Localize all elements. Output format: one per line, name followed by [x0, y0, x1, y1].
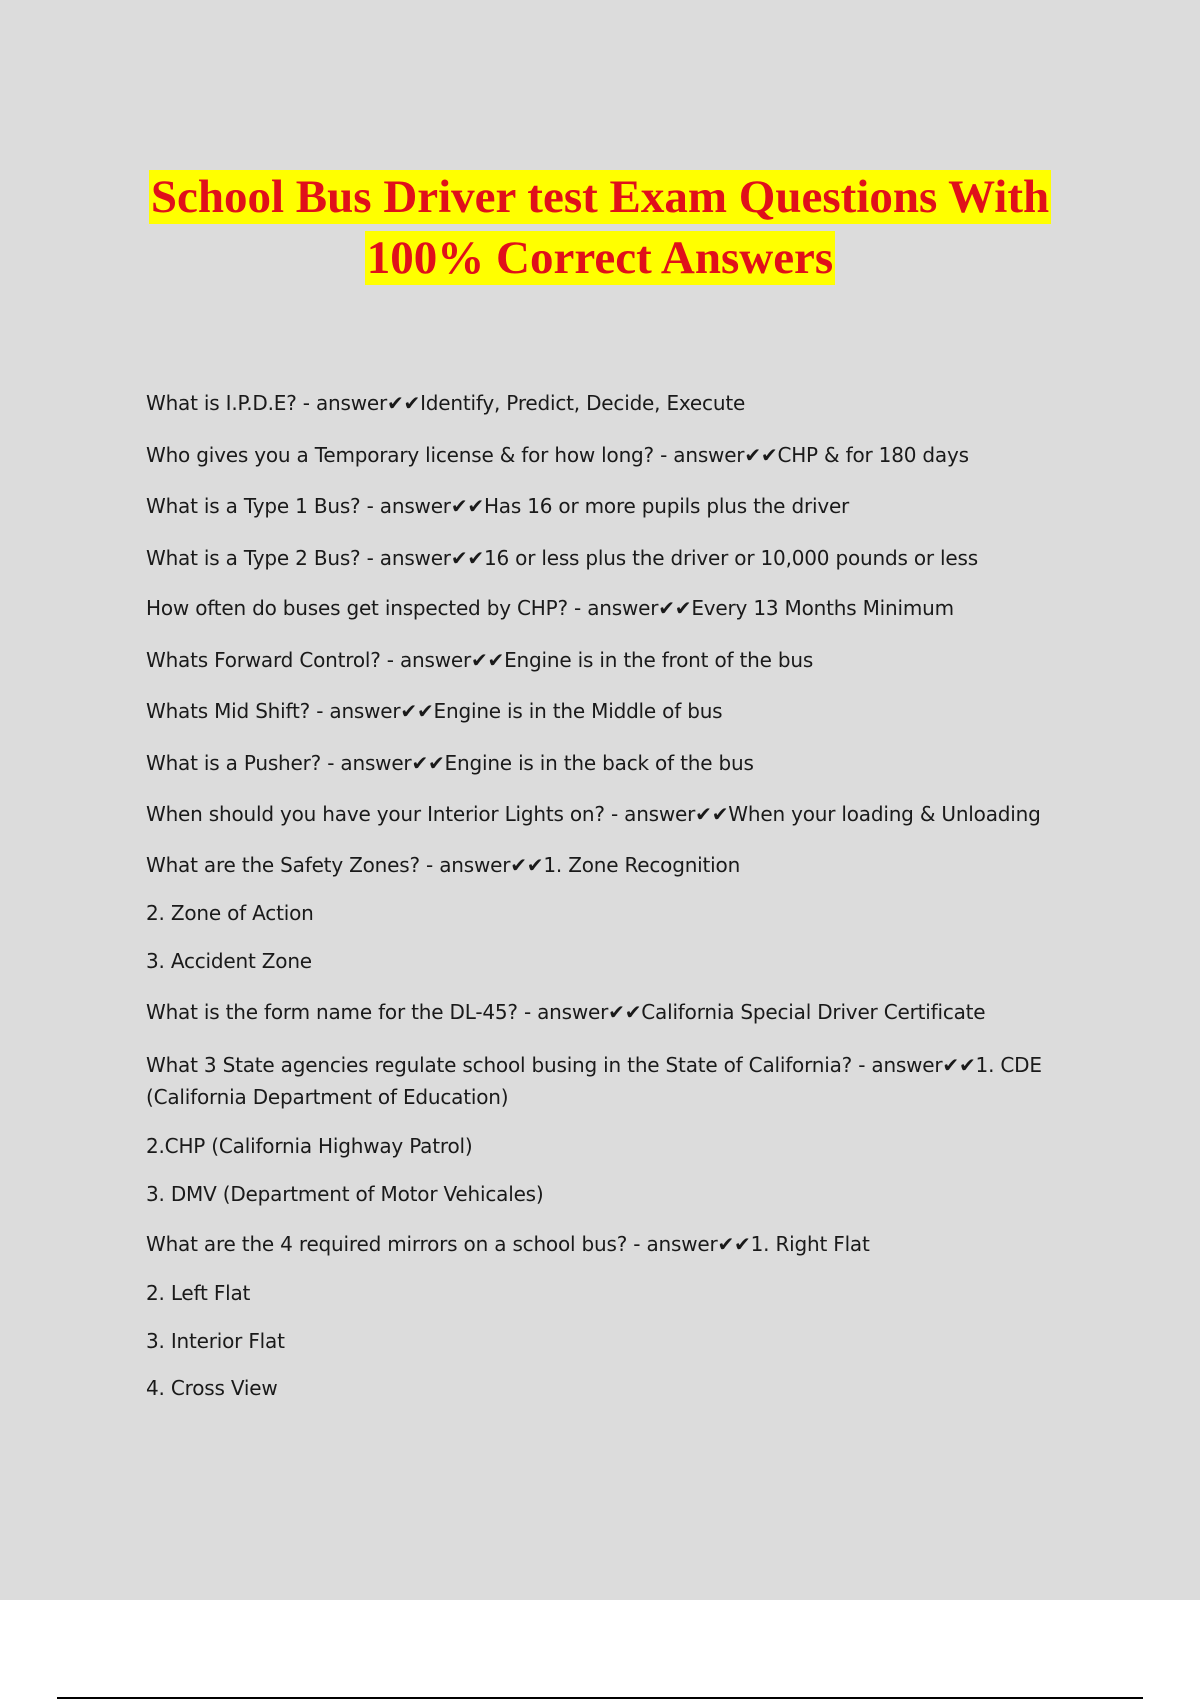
text-line: Whats Forward Control? - answer✔✔Engine is in the front of the bus	[146, 648, 814, 672]
footer-divider	[57, 1697, 1143, 1699]
title-line-1: School Bus Driver test Exam Questions With	[150, 171, 1050, 223]
text-line: What are the 4 required mirrors on a school bus? - answer✔✔1. Right Flat	[146, 1232, 870, 1256]
text-line: 2.CHP (California Highway Patrol)	[146, 1134, 473, 1158]
text-line: What is I.P.D.E? - answer✔✔Identify, Predict, Decide, Execute	[146, 391, 746, 415]
document-title	[0, 170, 1200, 292]
text-line: 3. Accident Zone	[146, 949, 312, 973]
text-line: 4. Cross View	[146, 1376, 278, 1400]
text-line: When should you have your Interior Lights on? - answer✔✔When your loading & Unloading	[146, 802, 1041, 826]
text-line: 3. Interior Flat	[146, 1329, 285, 1353]
text-line: What 3 State agencies regulate school busing in the State of California? - answer✔✔1. CDE	[146, 1053, 1042, 1077]
text-line: (California Department of Education)	[146, 1085, 509, 1109]
text-line: Who gives you a Temporary license & for how long? - answer✔✔CHP & for 180 days	[146, 443, 969, 467]
text-line: 3. DMV (Department of Motor Vehicales)	[146, 1182, 544, 1206]
text-line: What is a Type 2 Bus? - answer✔✔16 or less plus the driver or 10,000 pounds or less	[146, 546, 978, 570]
text-line: What is the form name for the DL-45? - answer✔✔California Special Driver Certificate	[146, 1000, 986, 1024]
text-line: Whats Mid Shift? - answer✔✔Engine is in the Middle of bus	[146, 699, 723, 723]
text-line: What is a Pusher? - answer✔✔Engine is in the back of the bus	[146, 751, 754, 775]
text-line: 2. Left Flat	[146, 1281, 251, 1305]
text-line: How often do buses get inspected by CHP? - answer✔✔Every 13 Months Minimum	[146, 596, 954, 620]
text-line: 2. Zone of Action	[146, 901, 314, 925]
text-line: What is a Type 1 Bus? - answer✔✔Has 16 or more pupils plus the driver	[146, 494, 850, 518]
text-line: What are the Safety Zones? - answer✔✔1. Zone Recognition	[146, 853, 741, 877]
title-line-2: 100% Correct Answers	[366, 232, 834, 284]
